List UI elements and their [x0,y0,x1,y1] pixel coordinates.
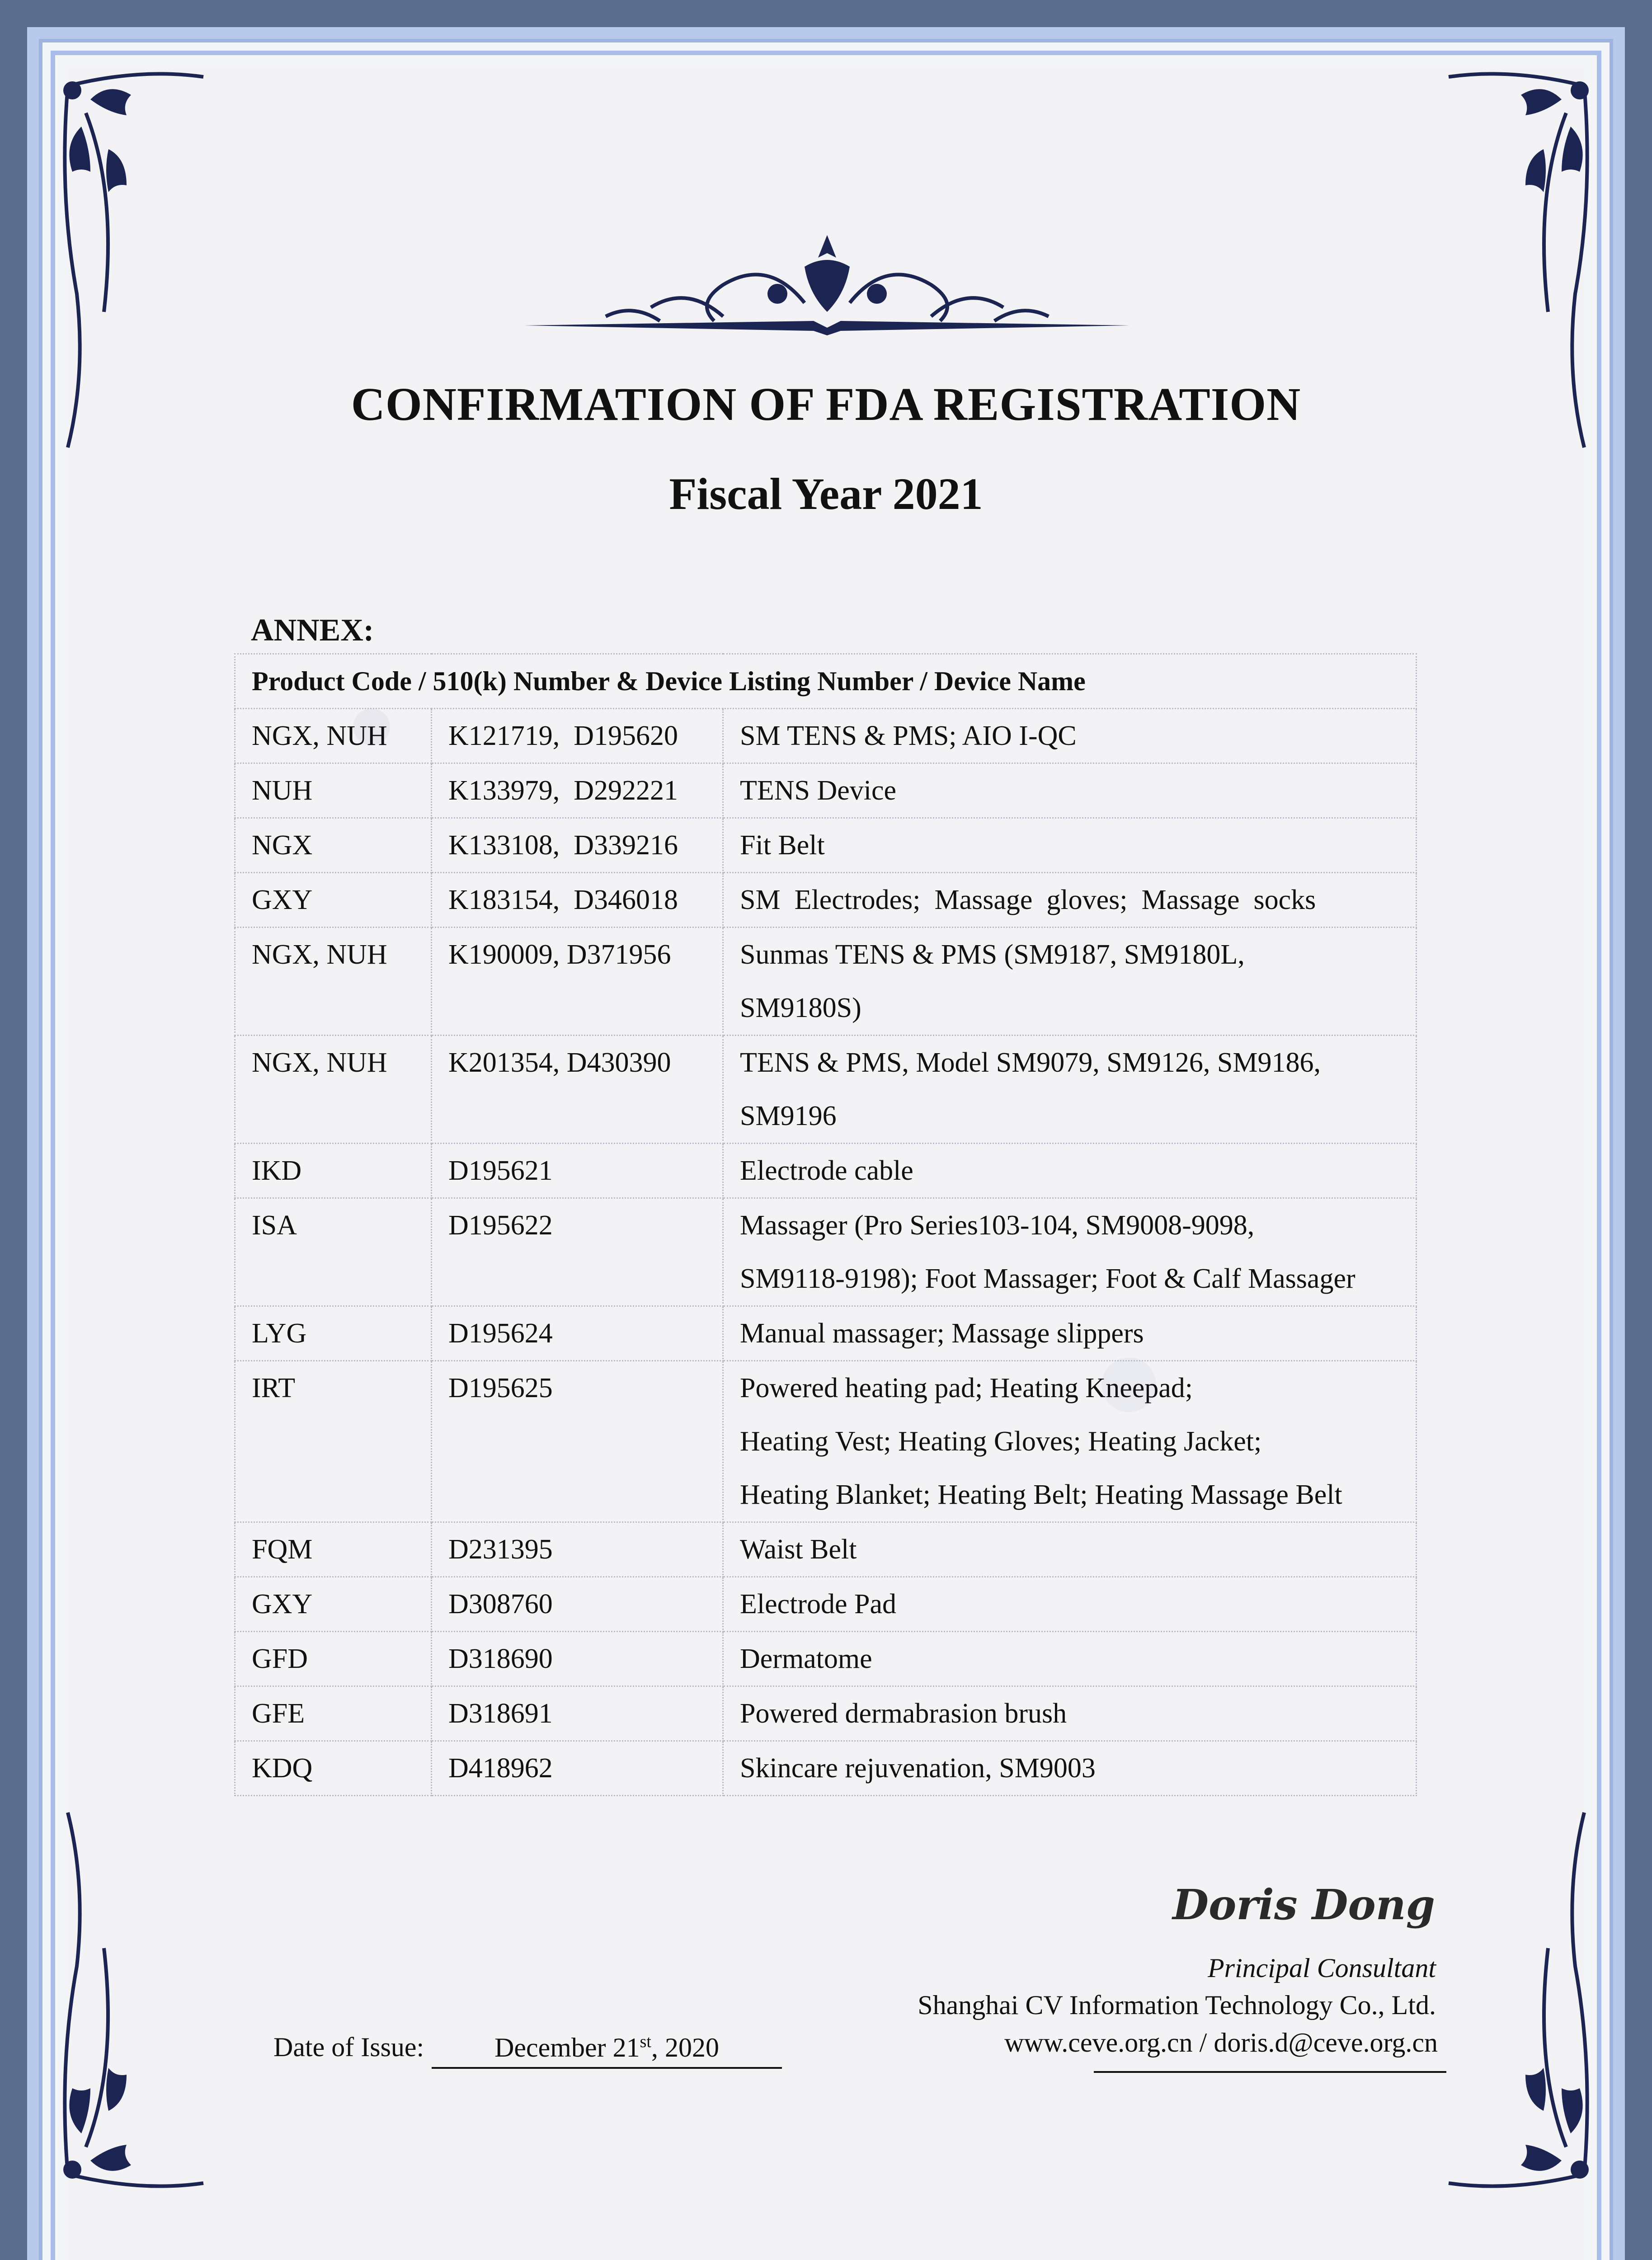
device-name-line: TENS Device [740,775,897,806]
device-name-line: SM9180S) [740,993,861,1023]
device-name-line: Heating Vest; Heating Gloves; Heating Jacket; [740,1426,1262,1457]
issue-month-day: December 21 [494,2033,640,2062]
product-code-cell: LYG [235,1306,432,1361]
product-code-cell: GXY [235,1577,432,1632]
issue-day-suffix: st [640,2032,651,2051]
device-name-cell [723,1577,1417,1632]
device-name-line: TENS & PMS, Model SM9079, SM9126, SM9186, [740,1047,1321,1078]
device-name-cell [723,1361,1417,1522]
product-code-cell: IKD [235,1144,432,1198]
date-of-issue-label: Date of Issue: [273,2032,424,2062]
listing-number-cell: D195625 [432,1361,723,1522]
document-title: CONFIRMATION OF FDA REGISTRATION [351,378,1301,430]
device-name-cell [723,1036,1417,1144]
table-row [235,709,1417,763]
device-name-cell [723,1632,1417,1686]
device-name-line: Skincare rejuvenation, SM9003 [740,1753,1096,1784]
device-name-line: Fit Belt [740,830,825,861]
device-name-cell [723,709,1417,763]
contact-underline [1094,2071,1446,2073]
table-row [235,1361,1417,1522]
holly-corner-ornament-icon [50,1794,221,2201]
table-row [235,928,1417,1036]
table-row [235,1686,1417,1741]
table-body [235,709,1417,1796]
device-name-cell [723,1306,1417,1361]
contact-info: www.ceve.org.cn / doris.d@ceve.org.cn [1004,2028,1438,2058]
product-code-cell: GXY [235,873,432,928]
listing-number-cell: D308760 [432,1577,723,1632]
table-row [235,818,1417,873]
product-code-cell: GFD [235,1632,432,1686]
listing-number-cell: D231395 [432,1522,723,1577]
table-row [235,1632,1417,1686]
listing-number-cell: D418962 [432,1741,723,1796]
device-name-line: Dermatome [740,1643,872,1674]
device-name-cell [723,873,1417,928]
holly-corner-ornament-icon [1431,1794,1602,2201]
listing-number-cell: D195624 [432,1306,723,1361]
device-name-cell [723,1198,1417,1306]
table-row [235,1741,1417,1796]
device-listing-table [234,653,1417,1796]
product-code-cell: NGX [235,818,432,873]
listing-number-cell: K133979, D292221 [432,763,723,818]
listing-number-cell: D318691 [432,1686,723,1741]
listing-number-cell: D195621 [432,1144,723,1198]
device-name-line: SM9118-9198); Foot Massager; Foot & Calf Massager [740,1263,1355,1294]
device-name-cell [723,928,1417,1036]
listing-number-cell: K121719, D195620 [432,709,723,763]
company-name: Shanghai CV Information Technology Co., Ltd. [918,1990,1436,2020]
table-row [235,1577,1417,1632]
product-code-cell: KDQ [235,1741,432,1796]
device-name-line: Powered heating pad; Heating Kneepad; [740,1373,1193,1403]
device-name-line: Heating Blanket; Heating Belt; Heating Massage Belt [740,1479,1342,1510]
date-of-issue-value [432,2032,782,2069]
listing-number-cell: K133108, D339216 [432,818,723,873]
listing-number-cell: K190009, D371956 [432,928,723,1036]
product-code-cell: GFE [235,1686,432,1741]
table-row [235,1036,1417,1144]
device-name-line: SM9196 [740,1101,837,1131]
crown-flourish-ornament-icon [524,231,1130,339]
listing-number-cell: K183154, D346018 [432,873,723,928]
device-name-line: Electrode cable [740,1155,913,1186]
product-code-cell: NGX, NUH [235,928,432,1036]
fiscal-year-subtitle: Fiscal Year 2021 [669,469,983,519]
product-code-cell: NGX, NUH [235,709,432,763]
table-row [235,873,1417,928]
device-name-line: Electrode Pad [740,1589,897,1620]
device-name-cell [723,763,1417,818]
device-name-cell [723,1522,1417,1577]
device-name-cell [723,1686,1417,1741]
device-name-cell [723,1144,1417,1198]
product-code-cell: ISA [235,1198,432,1306]
device-name-line: Manual massager; Massage slippers [740,1318,1144,1349]
listing-number-cell: D195622 [432,1198,723,1306]
device-name-line: SM Electrodes; Massage gloves; Massage socks [740,885,1316,915]
device-name-cell [723,818,1417,873]
product-code-cell: FQM [235,1522,432,1577]
listing-number-cell: K201354, D430390 [432,1036,723,1144]
table-row [235,1144,1417,1198]
device-name-line: Sunmas TENS & PMS (SM9187, SM9180L, [740,939,1245,970]
product-code-cell: NGX, NUH [235,1036,432,1144]
signature: Doris Dong [1172,1880,1435,1929]
table-row [235,1306,1417,1361]
signer-role: Principal Consultant [1207,1953,1436,1983]
product-code-cell: IRT [235,1361,432,1522]
table-row [235,763,1417,818]
device-name-cell [723,1741,1417,1796]
table-row [235,1522,1417,1577]
table-row [235,1198,1417,1306]
table-header-row [235,654,1417,709]
annex-label: ANNEX: [251,613,374,648]
device-name-line: Powered dermabrasion brush [740,1698,1067,1729]
device-name-line: Waist Belt [740,1534,857,1565]
issue-year: , 2020 [651,2033,719,2062]
product-code-cell: NUH [235,763,432,818]
table-header: Product Code / 510(k) Number & Device Listing Number / Device Name [235,654,1417,709]
listing-number-cell: D318690 [432,1632,723,1686]
device-name-line: SM TENS & PMS; AIO I-QC [740,720,1077,751]
device-name-line: Massager (Pro Series103-104, SM9008-9098, [740,1210,1255,1241]
